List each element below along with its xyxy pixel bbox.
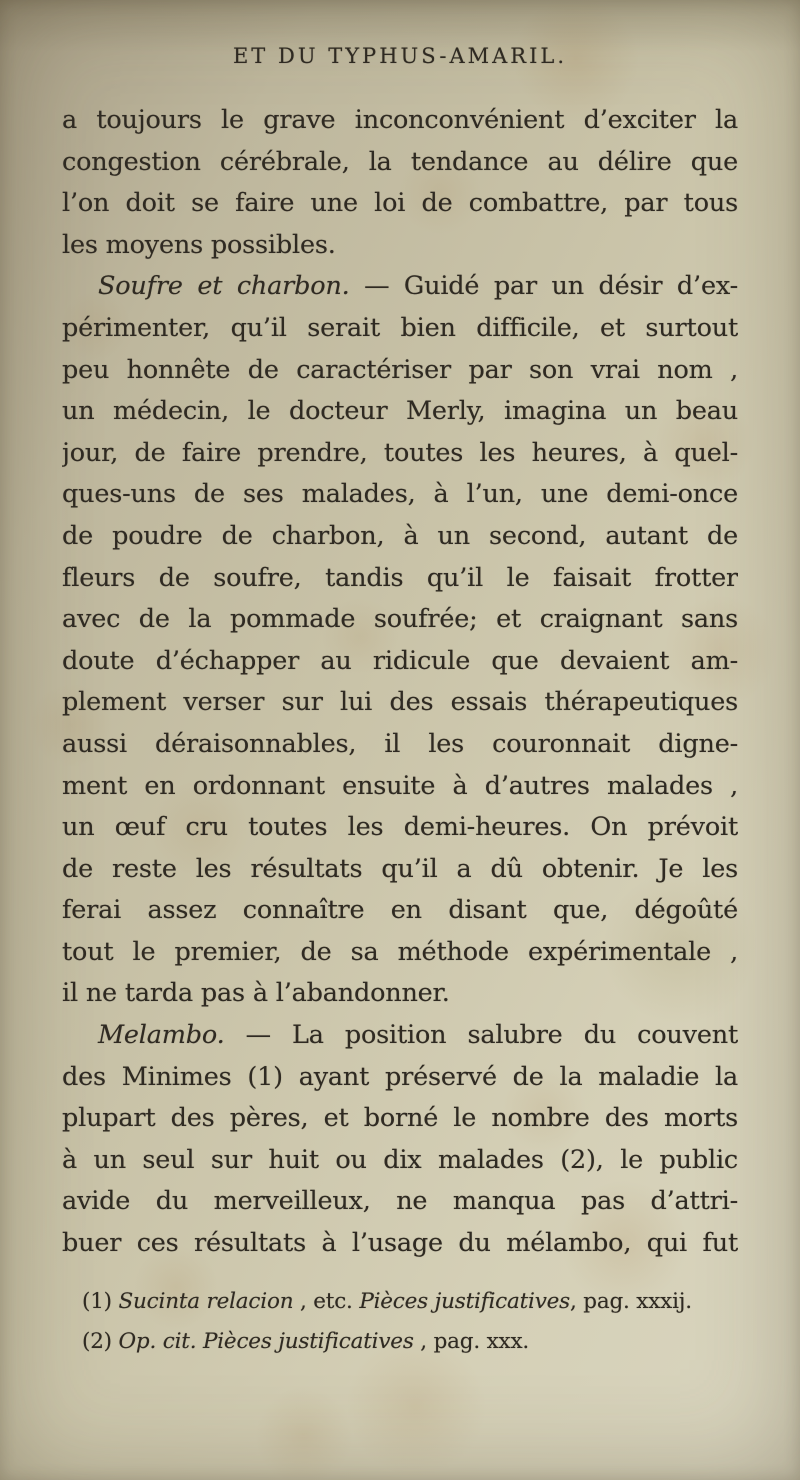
running-header: ET DU TYPHUS-AMARIL. xyxy=(232,44,568,68)
text-line xyxy=(62,433,738,475)
text-line xyxy=(62,1223,738,1265)
text-segment: avec de la pommade soufrée; et craignant sans xyxy=(62,604,738,635)
text-line xyxy=(62,849,738,891)
text-segment: a toujours le grave inconconvénient d’exciter la xyxy=(62,105,738,135)
text-segment: un œuf cru toutes les demi-heures. On prévoit xyxy=(62,812,738,843)
text-segment: plupart des pères, et borné le nombre des morts xyxy=(62,1103,738,1134)
text-line xyxy=(62,932,738,974)
text-line xyxy=(62,1282,738,1322)
text-segment: ferai assez connaître en disant que, dégoûté xyxy=(62,895,738,926)
text-line xyxy=(62,225,738,267)
text-segment: Pièces justificatives xyxy=(359,1289,571,1314)
text-line xyxy=(62,350,738,392)
text-segment: , etc. xyxy=(293,1289,360,1314)
text-segment: des Minimes (1) ayant préservé de la maladie la xyxy=(62,1061,738,1092)
text-line xyxy=(62,474,738,516)
text-line xyxy=(62,1140,738,1182)
text-segment: les moyens possibles. xyxy=(62,229,336,260)
text-segment: congestion cérébrale, la tendance au délire que xyxy=(62,146,738,177)
text-line xyxy=(62,1322,738,1362)
text-segment: buer ces résultats à l’usage du mélambo, qui fut xyxy=(62,1228,738,1259)
text-segment: un médecin, le docteur Merly, imagina un beau xyxy=(62,396,738,427)
text-line xyxy=(62,682,738,724)
text-line xyxy=(62,599,738,641)
text-segment: , pag. xxxij. xyxy=(570,1289,692,1314)
text-segment: Melambo. xyxy=(98,1020,225,1051)
text-segment: , pag. xxx. xyxy=(413,1329,529,1354)
text-line xyxy=(62,641,738,683)
text-segment: ques-uns de ses malades, à l’un, une demi-once xyxy=(62,479,738,510)
footnotes xyxy=(62,1282,738,1362)
text-segment: Op. cit. Pièces justificatives xyxy=(118,1329,414,1354)
text-segment: de reste les résultats qu’il a dû obtenir. Je les xyxy=(62,853,738,884)
text-line xyxy=(62,100,738,142)
text-segment: (1) xyxy=(82,1289,119,1314)
text-line xyxy=(62,1057,738,1099)
text-segment: Sucinta relacion xyxy=(118,1289,294,1314)
text-segment: peu honnête de caractériser par son vrai nom , xyxy=(62,354,738,385)
text-segment: ment en ordonnant ensuite à d’autres malades , xyxy=(62,770,738,801)
text-line xyxy=(62,266,738,308)
body-text xyxy=(62,100,738,1265)
text-segment: — Guidé par un désir d’ex- xyxy=(349,271,738,302)
text-line xyxy=(62,890,738,932)
text-line xyxy=(62,558,738,600)
text-line xyxy=(62,1181,738,1223)
text-segment: de poudre de charbon, à un second, autant de xyxy=(62,520,738,551)
text-line xyxy=(62,391,738,433)
text-line xyxy=(62,724,738,766)
text-line xyxy=(62,1098,738,1140)
text-segment: doute d’échapper au ridicule que devaient am- xyxy=(62,645,738,676)
text-line xyxy=(62,766,738,808)
text-segment: aussi déraisonnables, il les couronnait digne- xyxy=(62,728,738,759)
text-segment: fleurs de soufre, tandis qu’il le faisait frotter xyxy=(62,562,738,593)
text-segment: l’on doit se faire une loi de combattre, par tous xyxy=(62,188,738,219)
text-segment: à un seul sur huit ou dix malades (2), le public xyxy=(62,1144,738,1175)
text-segment: (2) xyxy=(82,1329,119,1354)
text-line xyxy=(62,973,738,1015)
text-segment: plement verser sur lui des essais thérapeutiques xyxy=(62,687,738,718)
text-segment: avide du merveilleux, ne manqua pas d’attri- xyxy=(62,1186,738,1217)
text-line xyxy=(62,1015,738,1057)
text-segment: Soufre et charbon. xyxy=(98,271,350,302)
text-segment: il ne tarda pas à l’abandonner. xyxy=(62,978,450,1009)
text-line xyxy=(62,142,738,184)
text-segment: périmenter, qu’il serait bien difficile, et surtout xyxy=(62,312,738,343)
text-segment: — La position salubre du couvent xyxy=(224,1020,738,1051)
text-line xyxy=(62,807,738,849)
text-line xyxy=(62,308,738,350)
text-line xyxy=(62,516,738,558)
text-line xyxy=(62,183,738,225)
text-segment: jour, de faire prendre, toutes les heures, à quel- xyxy=(62,437,738,468)
text-segment: tout le premier, de sa méthode expérimentale , xyxy=(62,936,738,967)
